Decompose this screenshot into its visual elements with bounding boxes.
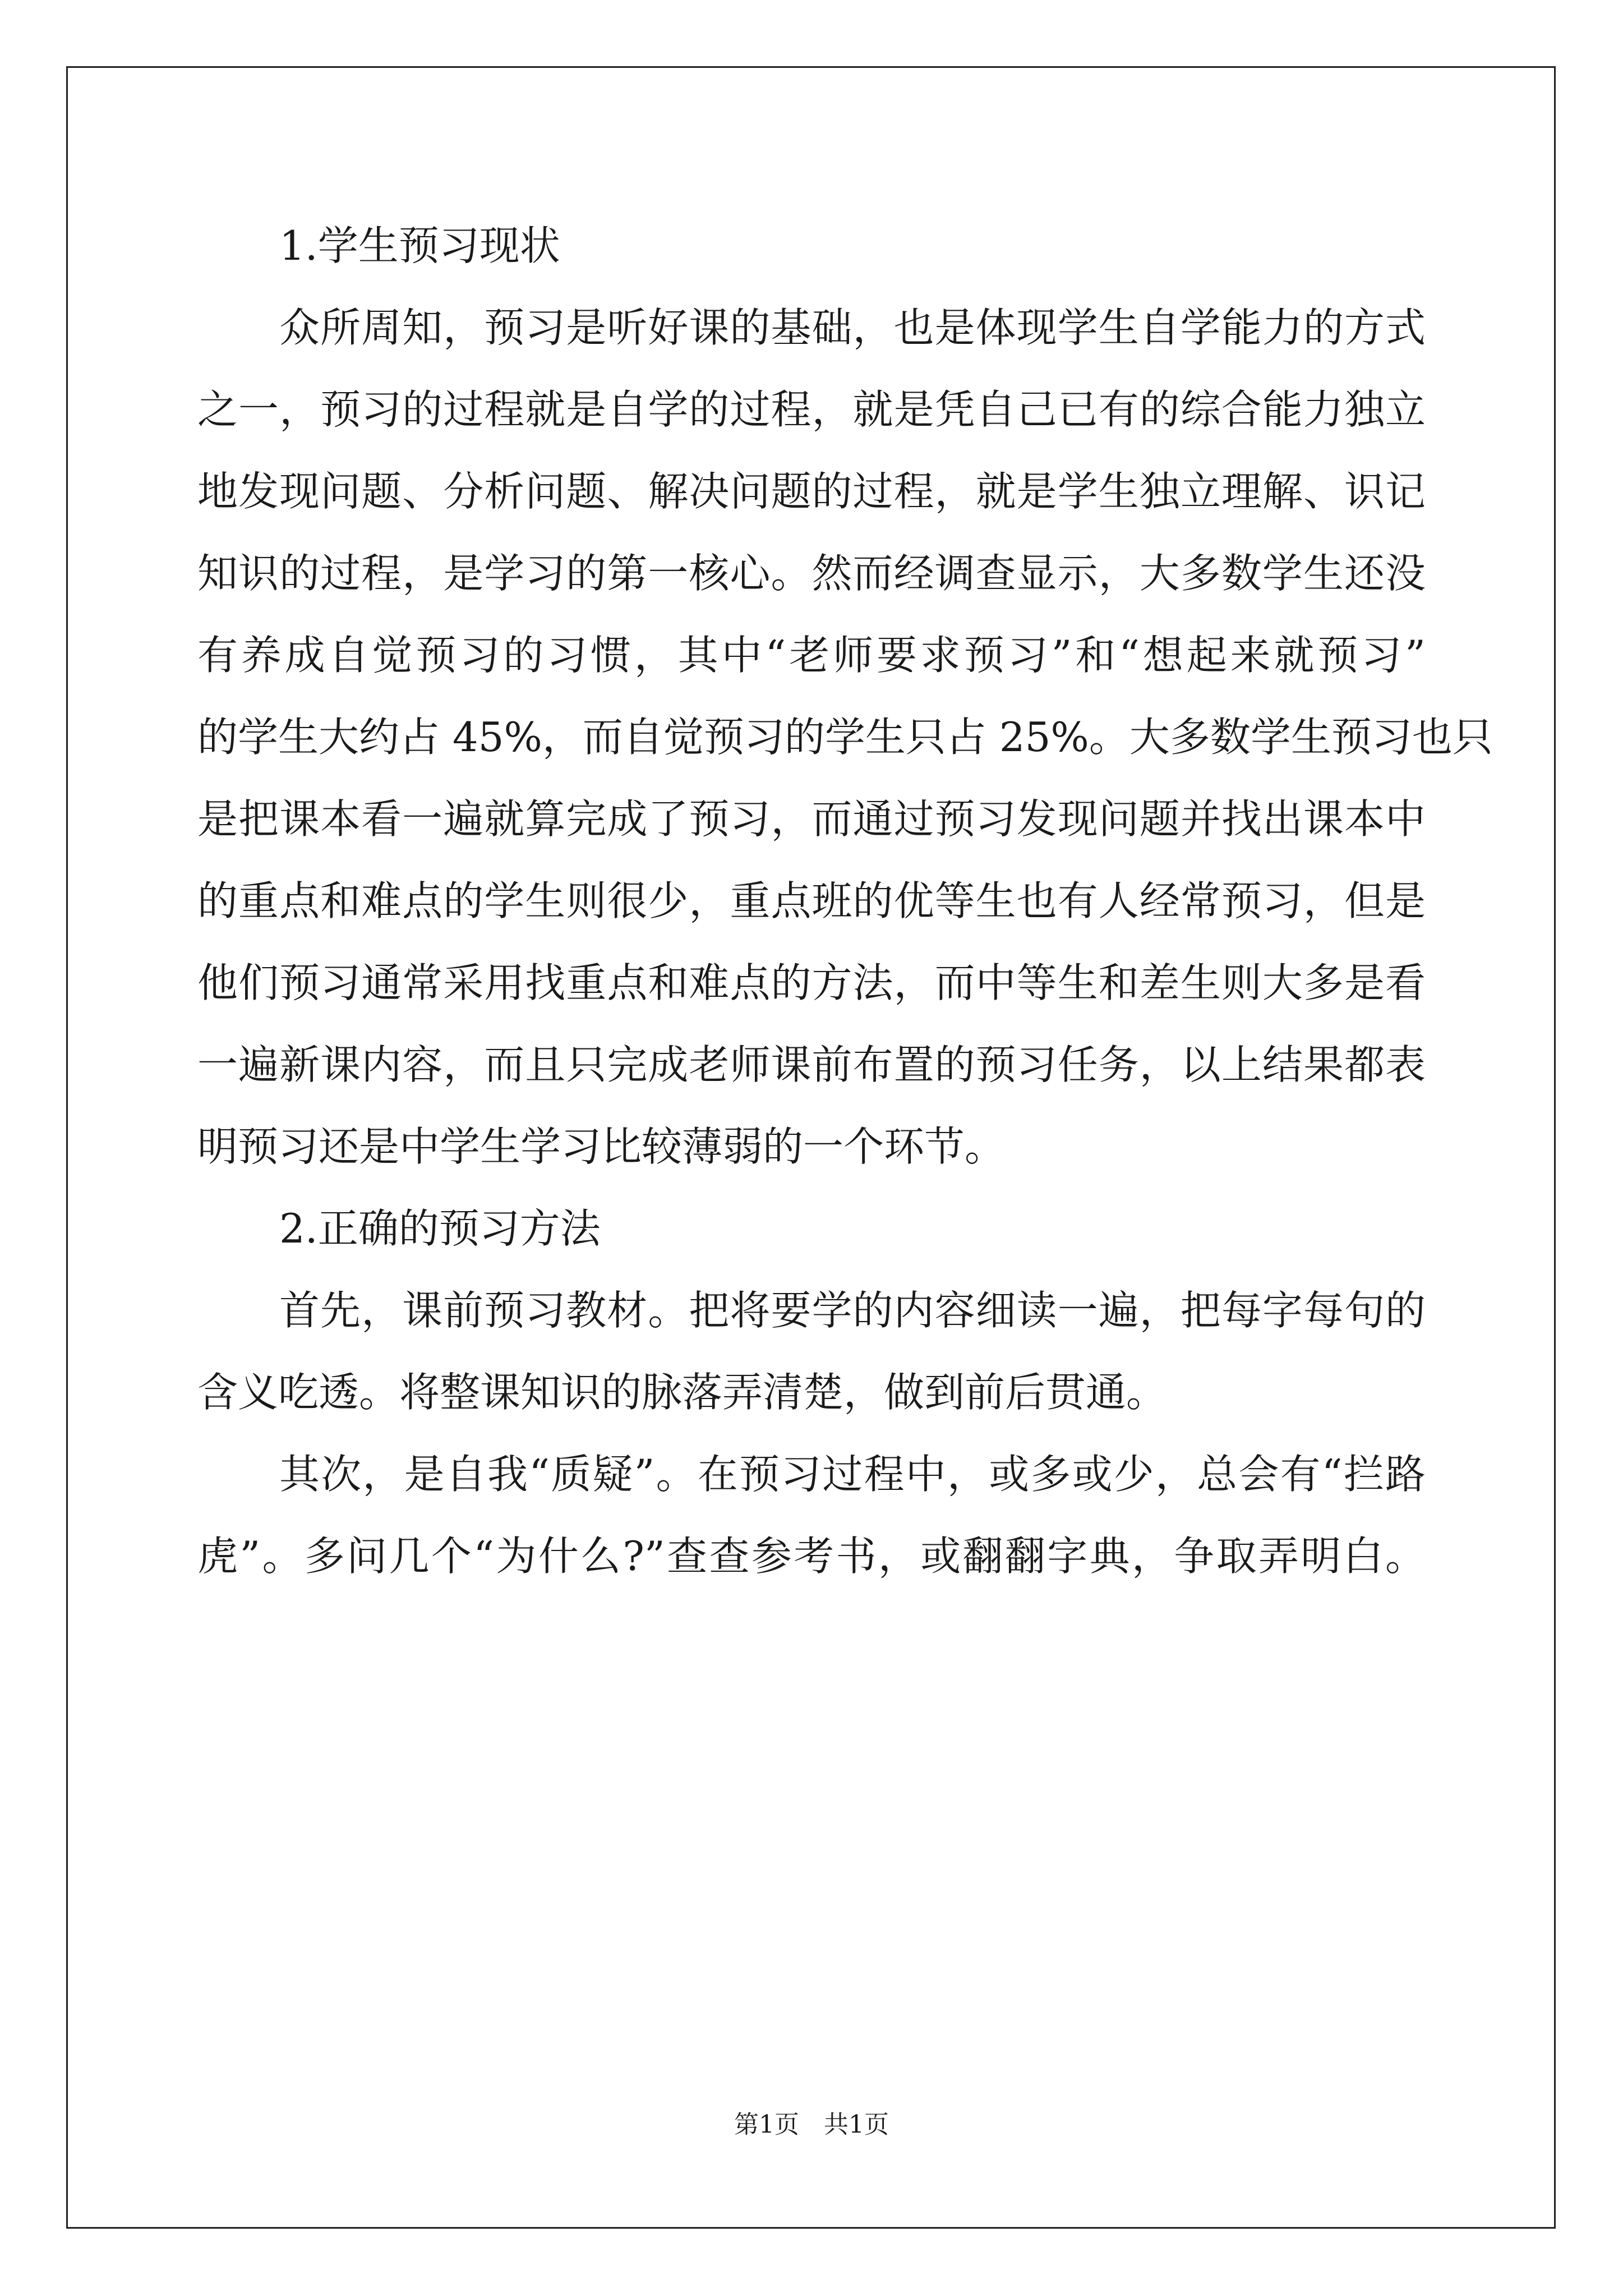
paragraph-line: 明预习还是中学生学习比较薄弱的一个环节。 xyxy=(197,1123,1006,1170)
page-footer xyxy=(0,2109,1623,2141)
paragraph-line: 是把课本看一遍就算完成了预习，而通过预习发现问题并找出课本中 xyxy=(197,795,1426,843)
section-heading: 2.正确的预习方法 xyxy=(279,1205,601,1252)
paragraph-line: 之一，预习的过程就是自学的过程，就是凭自己已有的综合能力独立 xyxy=(197,386,1426,433)
section-heading: 1.学生预习现状 xyxy=(279,222,560,269)
page-number: 第1页 xyxy=(734,2110,799,2139)
paragraph-line: 含义吃透。将整课知识的脉落弄清楚，做到前后贯通。 xyxy=(197,1369,1167,1416)
paragraph-line: 知识的过程，是学习的第一核心。然而经调查显示，大多数学生还没 xyxy=(197,550,1426,597)
page-total: 共1页 xyxy=(824,2110,889,2139)
paragraph-line: 的学生大约占 45%，而自觉预习的学生只占 25%。大多数学生预习也只 xyxy=(197,714,1493,761)
paragraph-line: 其次，是自我“质疑”。在预习过程中，或多或少，总会有“拦路 xyxy=(279,1451,1426,1498)
paragraph-line: 他们预习通常采用找重点和难点的方法，而中等生和差生则大多是看 xyxy=(197,959,1426,1006)
paragraph-line: 一遍新课内容，而且只完成老师课前布置的预习任务，以上结果都表 xyxy=(197,1041,1426,1088)
paragraph-line: 众所周知，预习是听好课的基础，也是体现学生自学能力的方式 xyxy=(279,304,1426,351)
paragraph-line: 有养成自觉预习的习惯，其中“老师要求预习”和“想起来就预习” xyxy=(197,632,1426,679)
paragraph-line: 首先，课前预习教材。把将要学的内容细读一遍，把每字每句的 xyxy=(279,1287,1426,1334)
paragraph-line: 的重点和难点的学生则很少，重点班的优等生也有人经常预习，但是 xyxy=(197,877,1426,924)
paragraph-line: 虎”。多问几个“为什么?”查查参考书，或翻翻字典，争取弄明白。 xyxy=(197,1533,1426,1580)
paragraph-line: 地发现问题、分析问题、解决问题的过程，就是学生独立理解、识记 xyxy=(197,468,1426,515)
